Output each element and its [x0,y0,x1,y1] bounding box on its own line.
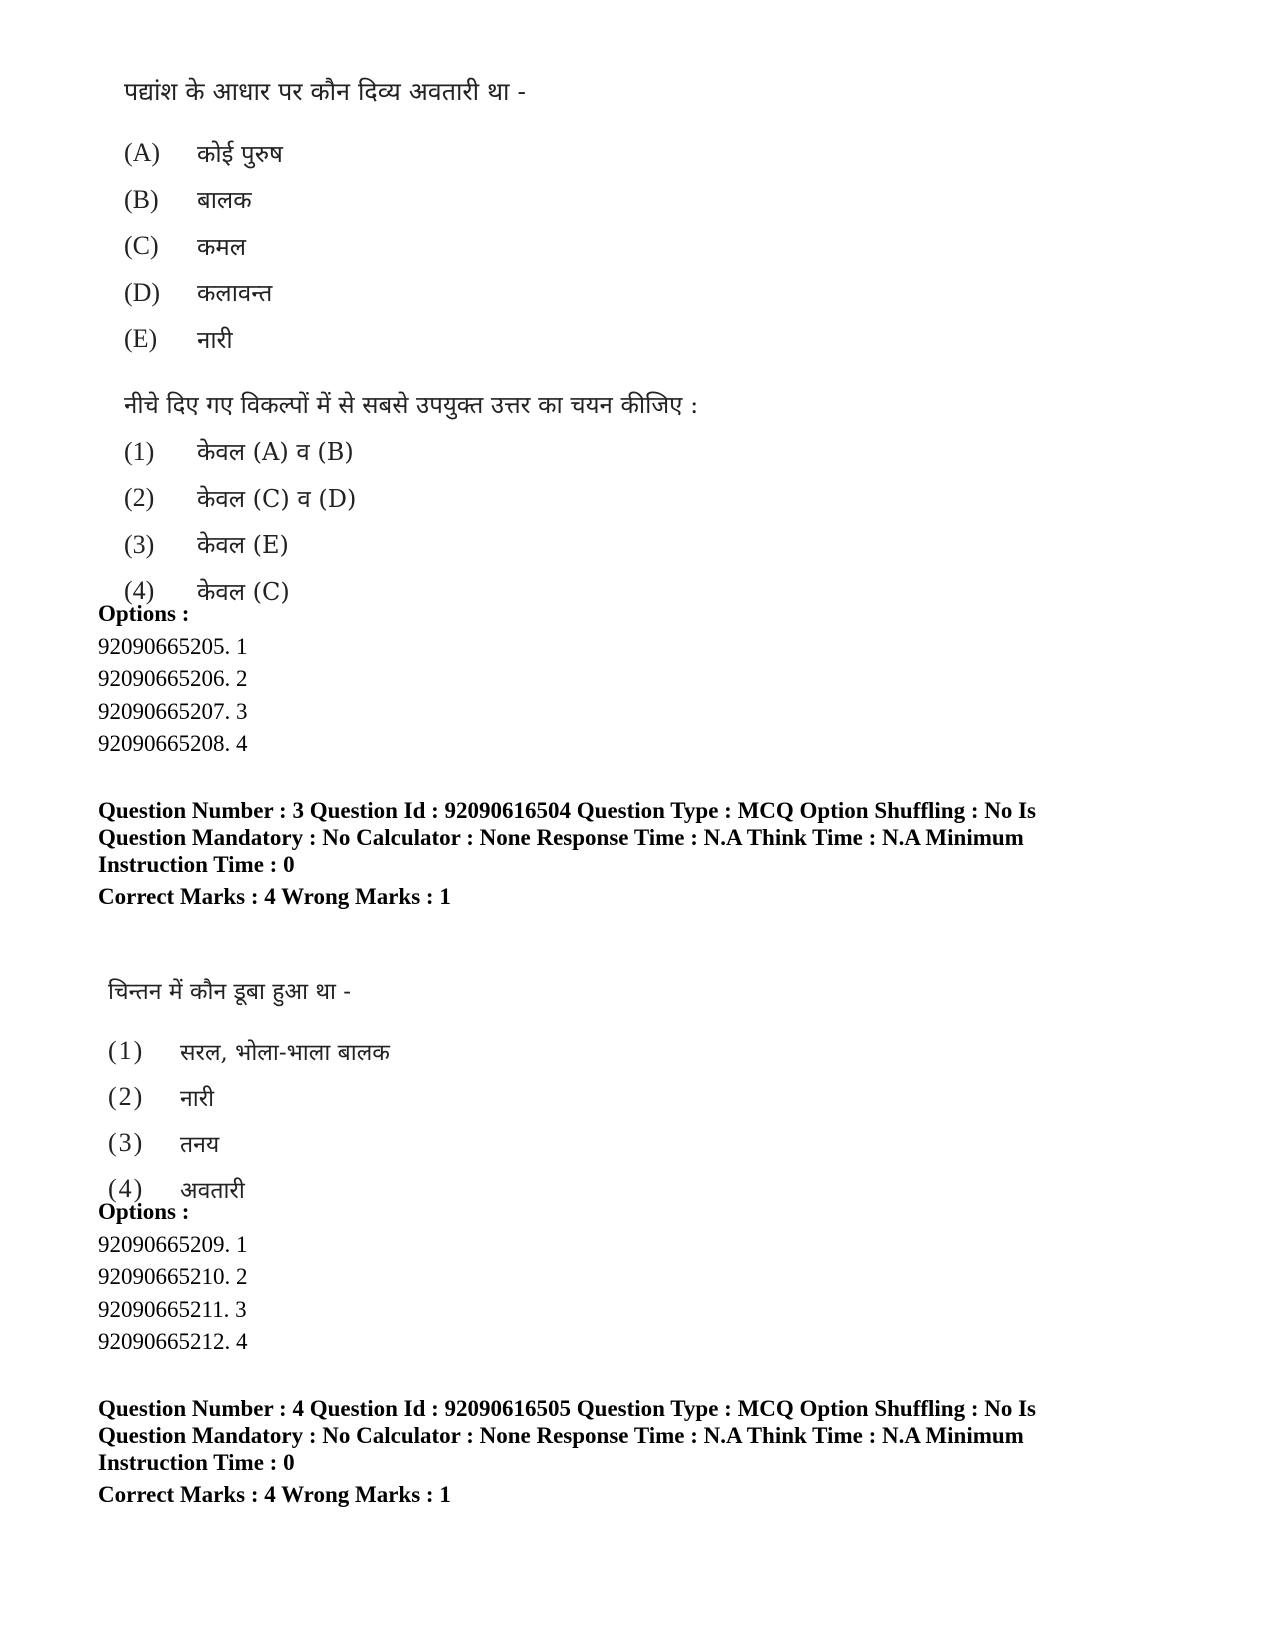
options-heading: Options : [98,1199,190,1224]
q2-stem: पद्यांश के आधार पर कौन दिव्य अवतारी था - [124,77,526,106]
meta-line: Instruction Time : 0 [98,852,295,877]
choice-text: केवल (E) [197,531,289,560]
q3-meta [98,797,1188,878]
item-text: कमल [197,232,247,261]
option-row: 92090665205. 1 [98,633,248,659]
choice-text: केवल (C) व (D) [197,484,357,513]
q2-options [98,598,248,761]
q4-meta [98,1395,1188,1476]
option-row: 92090665209. 1 [98,1231,248,1257]
option-row: 92090665208. 4 [98,731,248,756]
choice-label: (3) [108,1128,145,1157]
item-label: (E) [124,324,158,354]
choice-text: तनय [180,1132,220,1158]
list-item [124,429,824,476]
meta-line: Instruction Time : 0 [98,1450,295,1475]
choice-label: (3) [124,529,155,559]
list-item [124,130,824,177]
choice-text: केवल (C) [197,577,290,606]
meta-line: Question Mandatory : No Calculator : None Response Time : N.A Think Time : N.A Minimum [98,825,1024,850]
list-item [124,475,824,522]
q3-question-image [108,972,808,1212]
choice-label: (2) [124,483,155,513]
choice-text: सरल, भोला-भाला बालक [180,1040,390,1066]
option-row: 92090665211. 3 [98,1296,247,1322]
q4-marks: Correct Marks : 4 Wrong Marks : 1 [98,1482,451,1507]
q2-item-list [124,130,824,363]
choice-label: (1) [124,436,155,466]
list-item [124,522,824,569]
list-item [124,223,824,270]
q3-choice-list [108,1028,808,1212]
q3-marks: Correct Marks : 4 Wrong Marks : 1 [98,884,451,909]
item-label: (B) [124,184,159,214]
meta-line: Question Number : 4 Question Id : 92090616505 Question Type : MCQ Option Shuffling : No Is [98,1396,1037,1421]
list-item [124,177,824,224]
option-row: 92090665207. 3 [98,698,248,724]
item-text: बालक [197,186,252,215]
choice-text: केवल (A) व (B) [197,438,354,467]
list-item [108,1028,808,1074]
choice-label: (4) [108,1174,145,1203]
choice-label: (4) [124,576,155,606]
list-item [124,270,824,317]
meta-line: Question Number : 3 Question Id : 92090616504 Question Type : MCQ Option Shuffling : No Is [98,798,1037,823]
option-row: 92090665206. 2 [98,666,248,691]
list-item [124,316,824,363]
choice-label: (1) [108,1036,145,1065]
choice-text: अवतारी [180,1178,245,1204]
list-item [108,1074,808,1120]
item-label: (C) [124,231,159,261]
item-text: कलावन्त [197,279,273,308]
q3-options [98,1196,248,1359]
options-heading: Options : [98,601,190,626]
q2-instruction: नीचे दिए गए विकल्पों में से सबसे उपयुक्त उत्तर का चयन कीजिए : [124,390,699,419]
choice-text: नारी [180,1086,215,1112]
q2-question-image [124,72,824,615]
option-row: 92090665212. 4 [98,1329,248,1354]
meta-line: Question Mandatory : No Calculator : None Response Time : N.A Think Time : N.A Minimum [98,1423,1024,1448]
choice-label: (2) [108,1082,145,1111]
q3-stem: चिन्तन में कौन डूबा हुआ था - [108,979,352,1005]
list-item [108,1120,808,1166]
q2-choice-list [124,429,824,615]
item-label: (A) [124,138,161,168]
item-text: कोई पुरुष [197,139,283,168]
option-row: 92090665210. 2 [98,1264,248,1289]
item-text: नारी [197,325,233,354]
item-label: (D) [124,277,161,307]
